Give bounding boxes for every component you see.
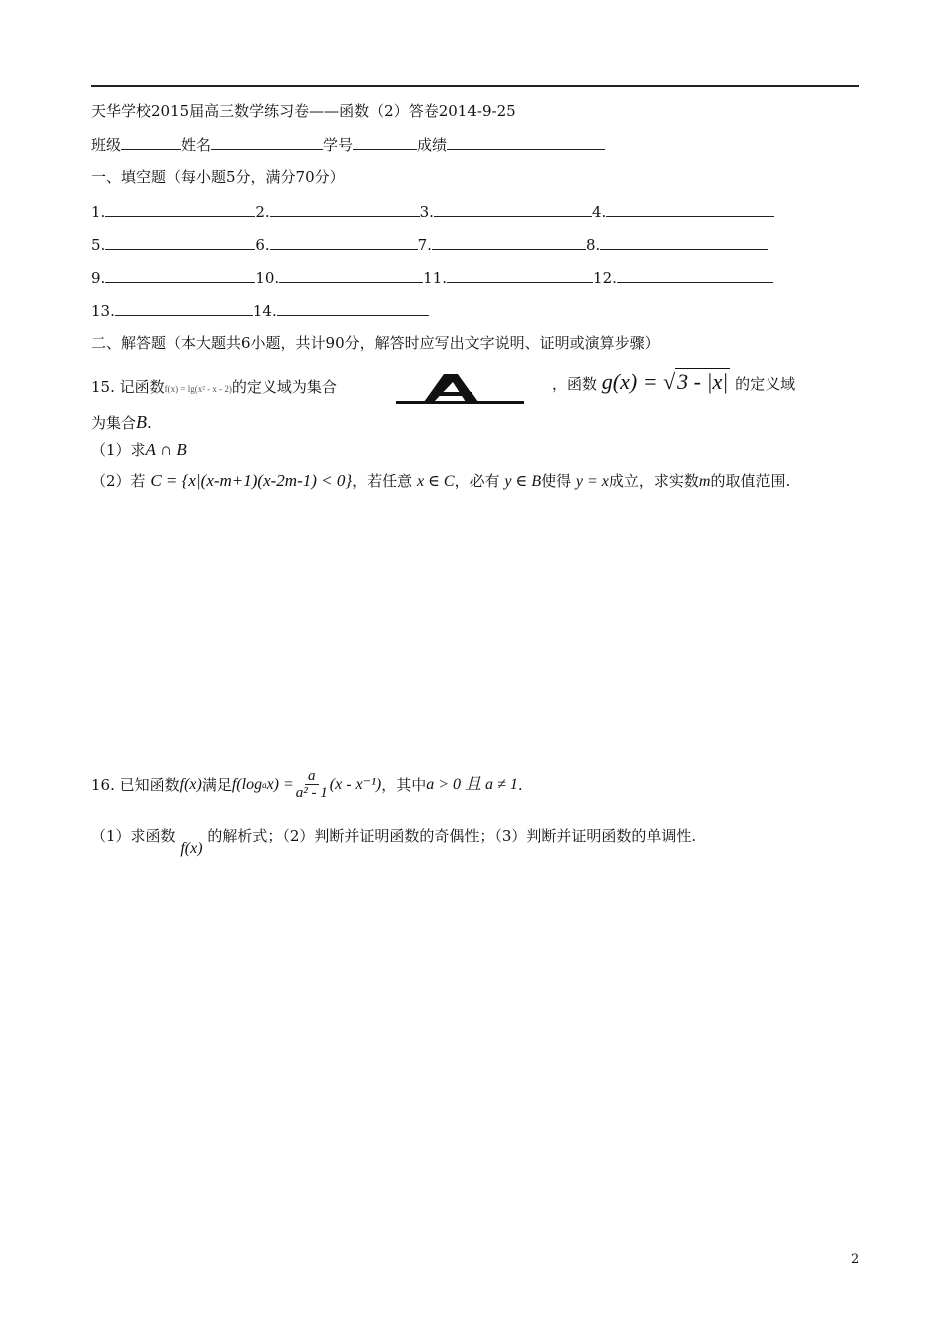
answer-row-4 [91,300,429,321]
q16-fx: f(x) [179,775,202,793]
q15-m: m [698,473,711,490]
blank-number: 13. [91,302,115,320]
q15-such: 使得 [541,472,572,490]
q15-must: ，必有 [454,472,500,490]
q15-tail2: 的取值范围. [710,472,791,490]
q15-fx-formula: f(x) = lg(x² - x - 2) [164,384,232,394]
q15-part1-expr: A ∩ B [145,440,187,459]
q16-lhs-end: x) = [266,775,294,793]
q16-parts [91,826,697,857]
blank-number: 2. [255,203,270,221]
q15-part2-any: ，若任意 [352,472,413,490]
blank-number: 7. [417,236,432,254]
answer-blank[interactable] [447,267,593,283]
q16-parts-fx: f(x) [180,840,203,857]
q15-x-in-c: x ∈ C [416,473,455,490]
q16-satisfies: 满足 [201,775,232,794]
blank-number: 5. [91,236,106,254]
top-rule [91,85,859,87]
q15-domain-a: 的定义域为集合 [231,378,337,396]
blank-number: 1. [91,203,106,221]
q15-part2 [91,471,790,492]
q15-gx: g(x) = [601,369,664,394]
student-id-label: 学号 [323,136,354,154]
q16-rhs: (x - x⁻¹) [329,775,382,793]
class-label: 班级 [91,136,122,154]
q16-parts-rest: 的解析式；（2）判断并证明函数的奇偶性；（3）判断并证明函数的单调性. [207,827,697,845]
q16-intro: 16. 已知函数 [91,775,180,794]
student-info-row [91,134,605,155]
q16-line1 [91,768,523,801]
answer-blank[interactable] [432,234,586,250]
q15-part2-set: C = {x|(x-m+1)(x-2m-1) < 0} [150,471,353,490]
q15-radicand: 3 - |x| [677,369,729,394]
answer-blank[interactable] [606,201,774,217]
q15-set-b: B [136,412,148,432]
q16-condition: a > 0 且 a ≠ 1 [426,775,518,793]
q15-part2-label: （2）若 [91,472,146,490]
q15-part1 [91,440,187,460]
blank-number: 14. [252,302,277,320]
q15-set-label: 为集合 [91,414,137,432]
q16-parts-1: （1）求函数 [91,827,176,845]
q16-log-base: a [262,779,267,790]
answer-blank[interactable] [617,267,773,283]
q15-tail: 成立，求实数 [608,472,699,490]
q15-part1-label: （1）求 [91,441,146,459]
answer-blank[interactable] [270,201,420,217]
answer-row-3 [91,267,773,288]
q15-intro: 15. 记函数 [91,378,165,396]
student-id-blank[interactable] [353,134,417,150]
answer-blank[interactable] [270,234,418,250]
section2-heading: 二、解答题（本大题共6小题，共计90分，解答时应写出文字说明、证明或演算步骤） [91,334,660,352]
q15-y-in-b: y ∈ B [504,473,542,490]
q15-domain-b: 的定义域 [735,375,796,393]
answer-blank[interactable] [105,201,255,217]
q16-fraction [296,768,328,801]
q16-numerator: a [305,768,319,785]
sqrt-icon: √ [663,369,676,394]
q15-line2 [91,412,152,433]
answer-row-1 [91,201,774,222]
score-blank[interactable] [447,134,605,150]
page-number: 2 [851,1252,860,1267]
score-label: 成绩 [417,136,448,154]
blank-number: 8. [585,236,601,254]
q16-where: ，其中 [381,775,427,794]
answer-blank[interactable] [105,234,255,250]
section1-heading: 一、填空题（每小题5分，满分70分） [91,168,345,186]
answer-blank[interactable] [279,267,423,283]
q16-end: . [517,775,523,794]
blank-number: 10. [255,269,280,287]
blank-number: 11. [423,269,448,287]
class-blank[interactable] [121,134,181,150]
q15-line1-left [91,377,337,399]
q15-func-label: ，函数 [552,375,598,393]
answer-row-2 [91,234,768,255]
q16-denominator: a² - 1 [295,785,328,801]
blank-number: 6. [255,236,270,254]
blank-number: 12. [593,269,617,287]
name-label: 姓名 [181,136,212,154]
answer-blank[interactable] [115,300,253,316]
answer-blank[interactable] [105,267,255,283]
q16-lhs: f(log [231,775,263,793]
set-a-glyph [396,372,524,406]
q15-period: . [147,414,152,432]
answer-blank[interactable] [600,234,768,250]
blank-number: 4. [591,203,607,221]
blank-number: 3. [419,203,434,221]
answer-blank[interactable] [277,300,429,316]
page-title: 天华学校2015届高三数学练习卷——函数（2）答卷2014-9-25 [91,102,516,120]
blank-number: 9. [91,269,106,287]
name-blank[interactable] [211,134,323,150]
q15-line1-right [552,369,796,394]
answer-blank[interactable] [434,201,592,217]
q15-y-eq-x: y = x [575,473,609,490]
